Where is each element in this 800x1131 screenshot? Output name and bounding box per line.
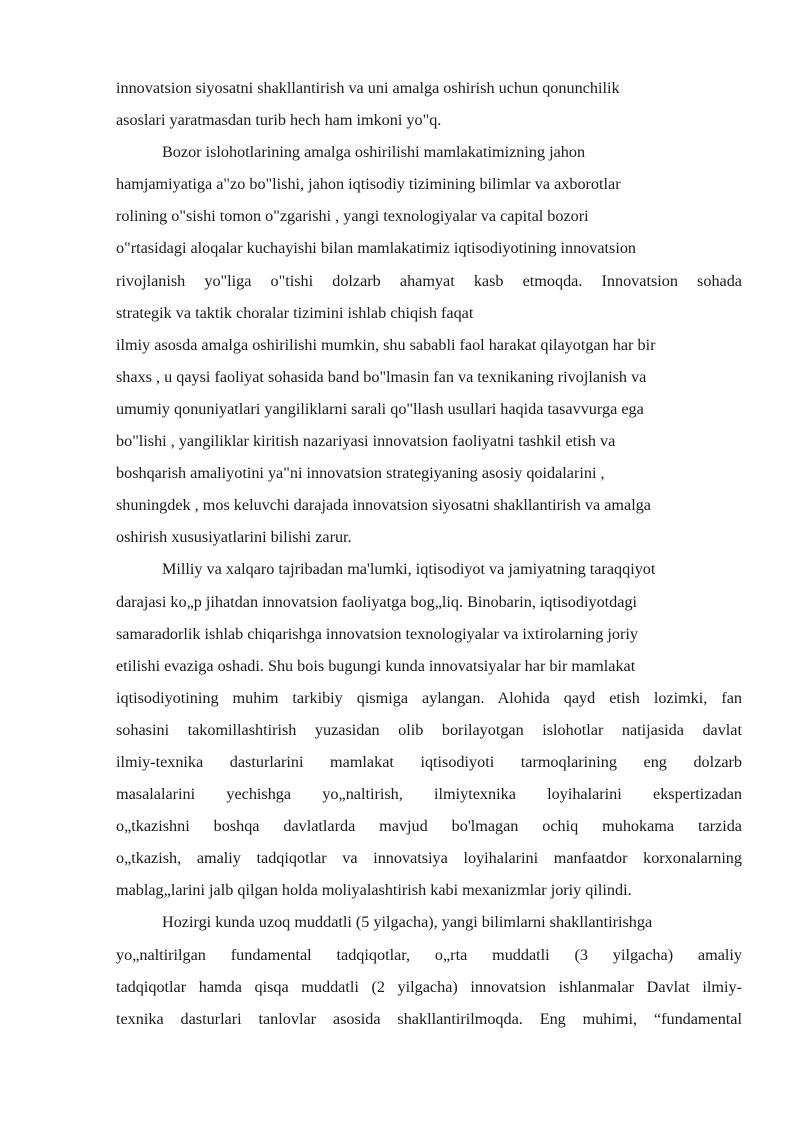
text-line: innovatsion siyosatni shakllantirish va uni amalga oshirish uchun qonunchilik (116, 79, 620, 97)
text-line: boshqarish amaliyotini ya"ni innovatsion strategiyaning asosiy qoidalarini , (116, 464, 605, 483)
text-line: texnika dasturlari tanlovlar asosida shakllantirilmoqda. Eng muhimi, “fundamental (116, 1009, 742, 1028)
text-line: samaradorlik ishlab chiqarishga innovatsion texnologiyalar va ixtirolarning joriy (116, 624, 638, 643)
text-line: oshirish xususiyatlarini bilishi zarur. (116, 528, 352, 547)
text-line: umumiy qonuniyatlari yangiliklarni sarali qo"llash usullari haqida tasavvurga ega (116, 399, 644, 418)
text-line: hamjamiyatiga a"zo bo"lishi, jahon iqtisodiy tizimining bilimlar va axborotlar (116, 175, 621, 194)
text-line: o"rtasidagi aloqalar kuchayishi bilan mamlakatimiz iqtisodiyotining innovatsion (116, 239, 637, 258)
text-line: yo„naltirilgan fundamental tadqiqotlar, o„rta muddatli (3 yilgacha) amaliy (116, 945, 742, 964)
text-line: shaxs , u qaysi faoliyat sohasida band bo"lmasin fan va texnikaning rivojlanish va (116, 367, 647, 386)
text-line: o„tkazishni boshqa davlatlarda mavjud bo'lmagan ochiq muhokama tarzida (116, 817, 742, 836)
text-line: rivojlanish yo"liga o"tishi dolzarb ahamyat kasb etmoqda. Innovatsion sohada (116, 271, 742, 290)
text-line: asoslari yaratmasdan turib hech ham imkoni yo"q. (116, 111, 442, 130)
text-line: mablag„larini jalb qilgan holda moliyalashtirish kabi mexanizmlar joriy qilindi. (116, 881, 632, 900)
text-line: ilmiy-texnika dasturlarini mamlakat iqtisodiyoti tarmoqlarining eng dolzarb (116, 752, 742, 771)
text-line: rolining o"sishi tomon o"zgarishi , yangi texnologiyalar va capital bozori (116, 207, 589, 226)
text-line: o„tkazish, amaliy tadqiqotlar va innovatsiya loyihalarini manfaatdor korxonalarning (116, 849, 742, 868)
text-line: strategik va taktik choralar tizimini ishlab chiqish faqat (116, 303, 474, 322)
text-line: Milliy va xalqaro tajribadan ma'lumki, iqtisodiyot va jamiyatning taraqqiyot (162, 560, 656, 579)
text-line: ilmiy asosda amalga oshirilishi mumkin, shu sababli faol harakat qilayotgan har bir (116, 335, 656, 354)
text-line: masalalarini yechishga yo„naltirish, ilmiytexnika loyihalarini ekspertizadan (116, 785, 742, 804)
text-line: shuningdek , mos keluvchi darajada innovatsion siyosatni shakllantirish va amalga (116, 496, 651, 515)
text-line: sohasini takomillashtirish yuzasidan olib borilayotgan islohotlar natijasida davlat (116, 720, 742, 739)
text-line: tadqiqotlar hamda qisqa muddatli (2 yilgacha) innovatsion ishlanmalar Davlat ilmiy- (116, 977, 742, 996)
text-line: Hozirgi kunda uzoq muddatli (5 yilgacha), yangi bilimlarni shakllantirishga (162, 913, 653, 932)
text-line: etilishi evaziga oshadi. Shu bois bugungi kunda innovatsiyalar har bir mamlakat (116, 656, 636, 675)
text-line: iqtisodiyotining muhim tarkibiy qismiga aylangan. Alohida qayd etish lozimki, fan (116, 688, 742, 707)
document-page (116, 72, 742, 1035)
text-line: bo"lishi , yangiliklar kiritish nazariyasi innovatsion faoliyatni tashkil etish va (116, 432, 616, 451)
text-line: darajasi ko„p jihatdan innovatsion faoliyatga bog„liq. Binobarin, iqtisodiyotdagi (116, 592, 638, 611)
text-line: Bozor islohotlarining amalga oshirilishi mamlakatimizning jahon (162, 143, 586, 162)
